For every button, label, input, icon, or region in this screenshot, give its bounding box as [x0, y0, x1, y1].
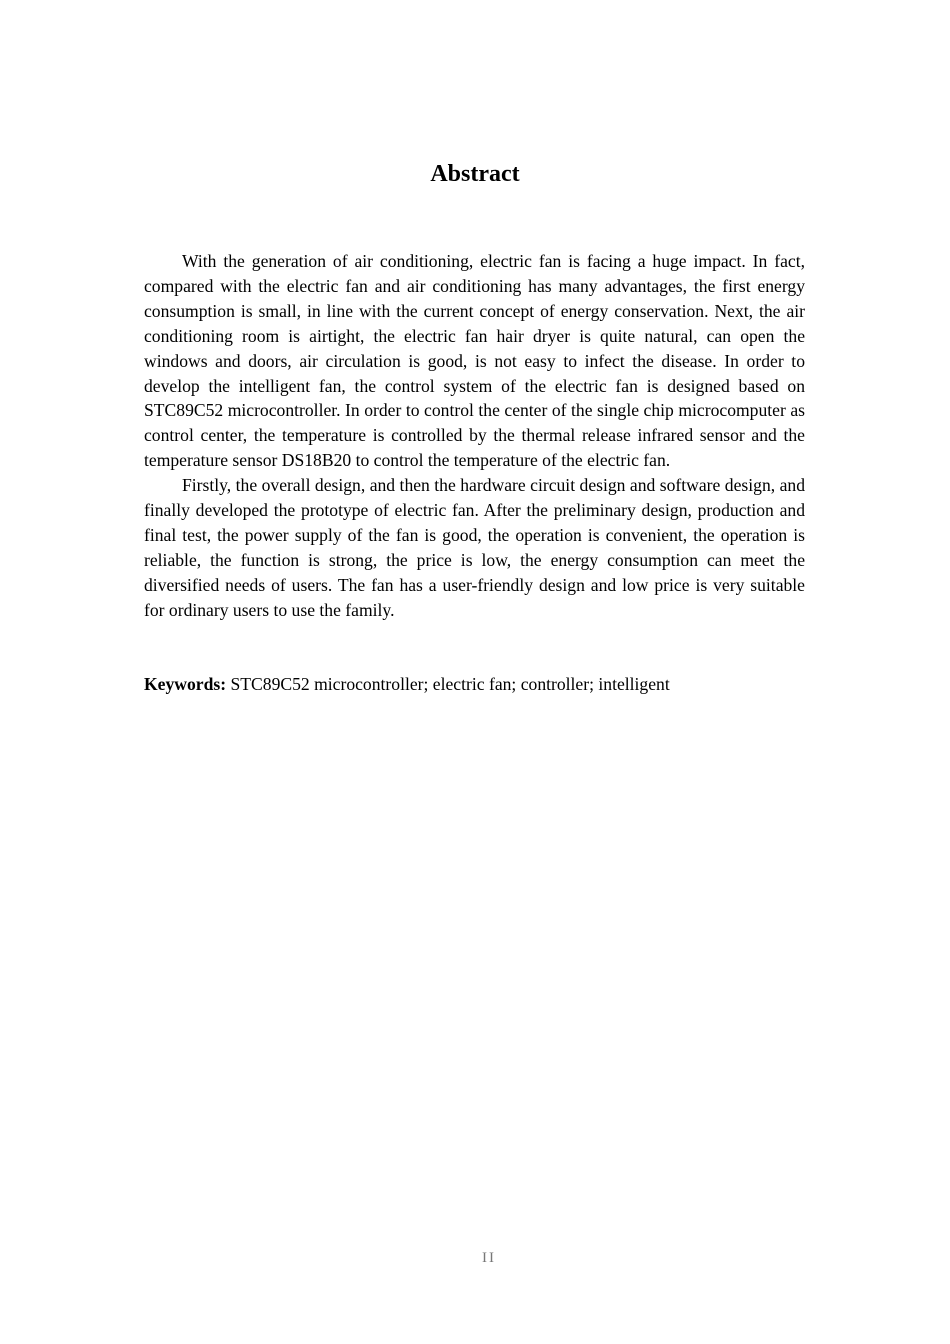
abstract-title: Abstract — [430, 161, 520, 187]
keywords-label: Keywords: — [144, 674, 227, 694]
keywords-line — [144, 672, 844, 697]
abstract-paragraph-1: With the generation of air conditioning, electric fan is facing a huge impact. In fact, compared with the electric fan and air conditioning has many advantages, the first energy consumption is small, in line with the current concept of energy conservation. Next, the air conditioning room is airtight, the electric fan hair dryer is quite natural, can open the windows and doors, air circulation is good, is not easy to infect the disease. In order to develop the intelligent fan, the control system of the electric fan is designed based on STC89C52 microcontroller. In order to control the center of the single chip microcomputer as control center, the temperature is controlled by the thermal release infrared sensor and the temperature sensor DS18B20 to control the temperature of the electric fan. — [144, 251, 805, 471]
abstract-body — [144, 249, 805, 623]
abstract-paragraph-2: Firstly, the overall design, and then the hardware circuit design and software design, and finally developed the prototype of electric fan. After the preliminary design, production and final test, the power supply of the fan is good, the operation is convenient, the operation is reliable, the function is strong, the price is low, the energy consumption can meet the diversified needs of users. The fan has a user-friendly design and low price is very suitable for ordinary users to use the family. — [144, 475, 805, 620]
page-number: II — [482, 1250, 496, 1266]
keywords-text: STC89C52 microcontroller; electric fan; controller; intelligent — [230, 674, 670, 694]
